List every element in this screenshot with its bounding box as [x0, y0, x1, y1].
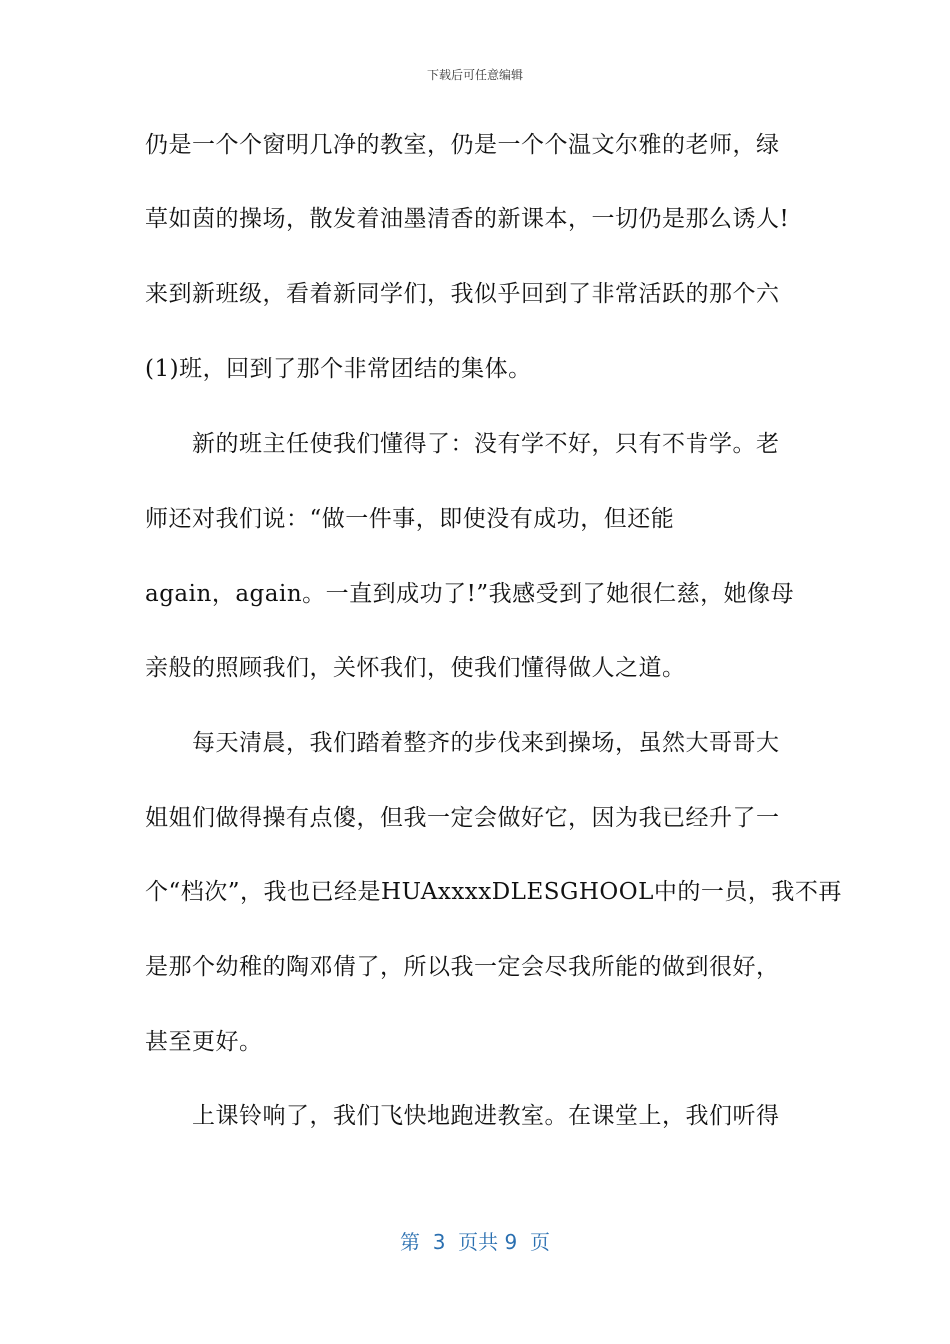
paragraph-line-2: 草如茵的操场，散发着油墨清香的新课本，一切仍是那么诱人! [145, 206, 790, 232]
paragraph-line-14: 上课铃响了，我们飞快地跑进教室。在课堂上，我们听得 [192, 1103, 780, 1129]
page-footer: 第 3 页共 9 页 [400, 1230, 550, 1254]
paragraph-line-4: (1)班，回到了那个非常团结的集体。 [145, 356, 532, 382]
paragraph-line-13: 甚至更好。 [145, 1029, 263, 1055]
paragraph-line-10: 姐姐们做得操有点傻，但我一定会做好它，因为我已经升了一 [145, 805, 780, 831]
page-header: 下载后可任意编辑 [426, 68, 523, 82]
paragraph-line-5: 新的班主任使我们懂得了：没有学不好，只有不肯学。老 [192, 431, 780, 457]
paragraph-line-8: 亲般的照顾我们，关怀我们，使我们懂得做人之道。 [145, 655, 686, 681]
paragraph-line-7: again，again。一直到成功了!”我感受到了她很仁慈，她像母 [145, 581, 795, 607]
paragraph-line-11: 个“档次”，我也已经是HUAxxxxDLESGHOOL中的一员，我不再 [145, 879, 842, 905]
paragraph-line-6: 师还对我们说：“做一件事，即使没有成功，但还能 [145, 506, 675, 532]
paragraph-line-12: 是那个幼稚的陶邓倩了，所以我一定会尽我所能的做到很好， [145, 954, 780, 980]
paragraph-line-3: 来到新班级，看着新同学们，我似乎回到了非常活跃的那个六 [145, 281, 780, 307]
paragraph-line-1: 仍是一个个窗明几净的教室，仍是一个个温文尔雅的老师，绿 [145, 132, 780, 158]
paragraph-line-9: 每天清晨，我们踏着整齐的步伐来到操场，虽然大哥哥大 [192, 730, 780, 756]
